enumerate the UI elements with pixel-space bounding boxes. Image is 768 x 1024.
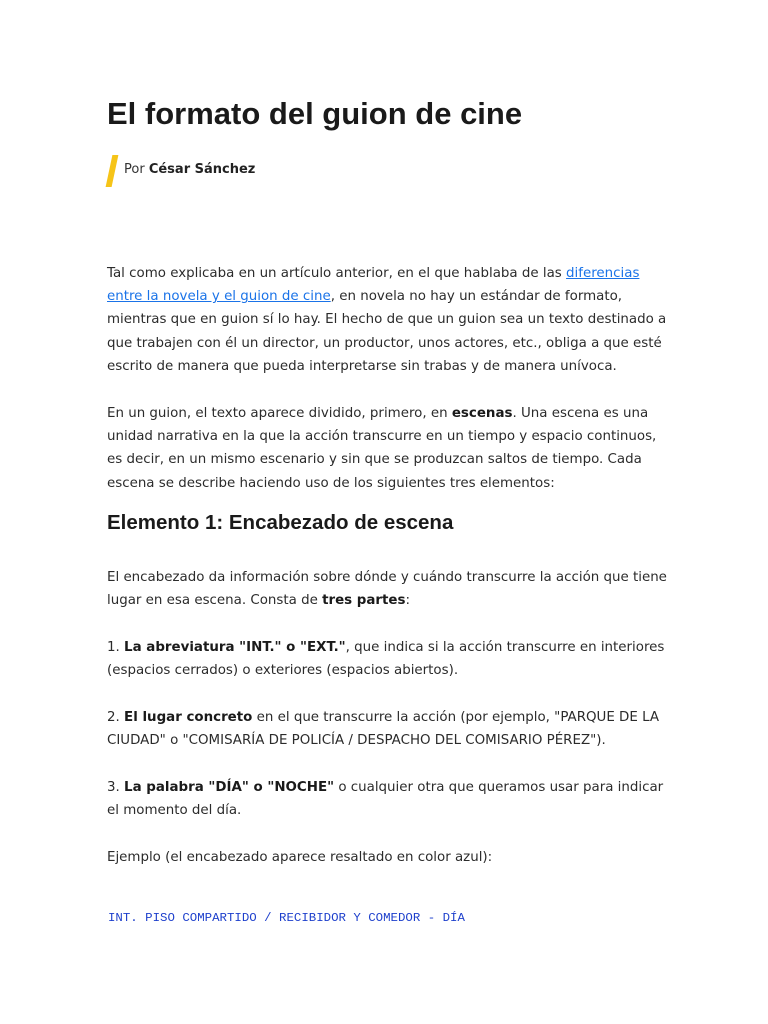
section-heading: Elemento 1: Encabezado de escena (107, 511, 454, 534)
list-item-number: 1. (107, 640, 125, 655)
list-item (107, 776, 667, 822)
list-item-number: 2. (107, 710, 125, 725)
byline-text (124, 161, 255, 179)
byline-prefix: Por (124, 162, 145, 177)
list-item-number: 3. (107, 780, 125, 795)
list-item-bold: El lugar concreto (124, 710, 253, 725)
list-item-text: en el que transcurre la acción (por ejemplo, "PARQUE DE LA CIUDAD" o "COMISARÍA DE POLICÍA / DESPACHO DEL COMISARIO PÉREZ"). (107, 710, 660, 749)
list-item-text: , que indica si la acción transcurre en interiores (espacios cerrados) o exteriores (espacios abiertos). (107, 640, 665, 679)
three-parts-keyword: tres partes (322, 593, 406, 609)
intro-paragraph (107, 262, 667, 378)
list-item-text: o cualquier otra que queramos usar para indicar el momento del día. (107, 780, 664, 819)
intro-text-start: Tal como explicaba en un artículo anterior, en el que hablaba de las (107, 266, 567, 281)
novel-vs-screenplay-link[interactable]: diferencias entre la novela y el guion de cine (107, 266, 640, 305)
heading-desc-start: El encabezado da información sobre dónde y cuándo transcurre la acción que tiene lugar en esa escena. Consta de (107, 570, 667, 609)
accent-bar (106, 155, 119, 187)
heading-description (107, 566, 667, 612)
list-item (107, 706, 667, 752)
byline (107, 152, 507, 190)
scenes-keyword: escenas (451, 406, 513, 421)
intro-text-end: , en novela no hay un estándar de formato, mientras que en guion sí lo hay. El hecho de que un guion sea un texto destinado a que trabajen con él un director, un productor, unos actores, etc., obliga a que esté escrito de manera que pueda interpretarse sin trabas y de manera unívoca. (107, 289, 667, 374)
list-item-bold: La abreviatura "INT." o "EXT." (124, 640, 346, 655)
author-name[interactable]: César Sánchez (148, 162, 256, 177)
list-item (107, 636, 667, 682)
scenes-text-start: En un guion, el texto aparece dividido, primero, en (107, 406, 452, 421)
page-title: El formato del guion de cine (107, 96, 523, 131)
example-scene-heading: INT. PISO COMPARTIDO / RECIBIDOR Y COMEDOR - DÍA (108, 911, 465, 925)
scenes-text-end: . Una escena es una unidad narrativa en la que la acción transcurre en un tiempo y espacio continuos, es decir, en un mismo escenario y sin que se produzcan saltos de tiempo. Cada escena se describe haciendo uso de los siguientes tres elementos: (107, 406, 657, 491)
heading-desc-end: : (405, 593, 410, 609)
example-intro: Ejemplo (el encabezado aparece resaltado en color azul): (107, 850, 493, 865)
scenes-paragraph (107, 402, 667, 495)
list-item-bold: La palabra "DÍA" o "NOCHE" (124, 780, 335, 795)
